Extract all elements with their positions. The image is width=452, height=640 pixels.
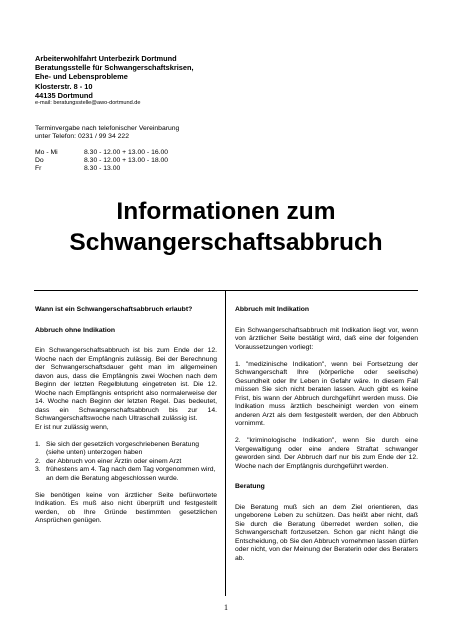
list-number: 2.: [35, 457, 41, 465]
paragraph-no-indication-needed: Sie benötigen keine von ärztlicher Seite befürwortete Indikation. Es muß also nicht überprüft und festgestellt werden, ob Ihre Gründe bestimmten gesetzlichen Ansprüchen genügen.: [35, 491, 217, 524]
counseling-center-name: Beratungsstelle für Schwangerschaftskrisen,: [35, 63, 194, 73]
appointment-info: [35, 125, 179, 141]
list-item: [35, 441, 217, 458]
hours-day: Mo - Mi: [35, 149, 58, 156]
title-line-1: Informationen zum: [116, 198, 336, 225]
title-line-2: Schwangerschaftsabbruch: [69, 229, 383, 256]
right-column: [235, 306, 418, 563]
section-heading-with-indication: Abbruch mit Indikation: [235, 306, 310, 313]
list-text: Sie sich der gesetzlich vorgeschriebenen Beratung (siehe unten) unterzogen haben: [46, 440, 200, 456]
hours-row: [35, 149, 168, 157]
email-address: e-mail: beratungsstelle@awo-dortmund.de: [35, 100, 141, 107]
page-number: 1: [224, 603, 228, 612]
section-heading-counseling: Beratung: [235, 483, 265, 490]
opening-hours: [35, 149, 168, 173]
condition-list: [35, 441, 217, 484]
counseling-center-subtitle: Ehe- und Lebensprobleme: [35, 72, 128, 82]
column-divider: [225, 290, 226, 596]
street-address: Klosterstr. 8 - 10: [35, 81, 93, 91]
phone-line: unter Telefon: 0231 / 99 34 222: [35, 133, 129, 140]
hours-time: 8.30 - 13.00: [84, 165, 121, 172]
left-column: [35, 306, 217, 526]
section-heading-no-indication: Abbruch ohne Indikation: [35, 326, 116, 334]
hours-row: [35, 157, 168, 165]
organization-name: Arbeiterwohlfahrt Unterbezirk Dortmund: [35, 54, 177, 63]
list-number: 1.: [35, 440, 41, 448]
list-number: 3.: [35, 466, 41, 473]
document-title: [0, 196, 452, 258]
paragraph-legal-period: Ein Schwangerschaftsabbruch ist bis zum Ende der 12. Woche nach der Empfängnis zulässig. Bei der Berechnung der Schwangerschaftsdauer geht man im allgemeinen davon aus, dass die Empfängnis zwei Wochen nach dem Beginn der letzten Regelblutung eingetreten ist. Die 12. Woche nach Empfängnis entspricht also normalerweise der 14. Woche nach Beginn der letzten Regel. Das bedeutet, dass ein Schwangerschaftsabbruch bis zur 14. Schwangerschaftswoche nach Ultraschall zulässig ist.: [35, 347, 217, 422]
condition-intro: Er ist nur zulässig wenn,: [35, 423, 109, 431]
paragraph-indication-intro: Ein Schwangerschaftsabbruch mit Indikation liegt vor, wenn von ärztlicher Seite bestätigt wird, daß eine der folgenden Voraussetzungen vorliegt:: [235, 326, 418, 351]
postal-city: 44135 Dortmund: [35, 90, 93, 100]
section-question: Wann ist ein Schwangerschaftsabbruch erlaubt?: [35, 306, 193, 313]
appointment-line: Terminvergabe nach telefonischer Vereinbarung: [35, 125, 180, 132]
hours-time: 8.30 - 12.00 + 13.00 - 18.00: [84, 157, 169, 164]
sender-address-block: [35, 54, 335, 107]
column-top-rule: [34, 290, 418, 291]
hours-time: 8.30 - 12.00 + 13.00 - 16.00: [84, 149, 169, 156]
paragraph-criminological-indication: 2. "kriminologische Indikation", wenn Sie durch eine Vergewaltigung oder eine andere Straftat schwanger geworden sind. Der Abbruch darf nur bis zum Ende der 12. Woche nach der Empfängnis durchgeführt werden.: [235, 437, 418, 470]
hours-day: Fr: [35, 165, 42, 172]
paragraph-counseling: Die Beratung muß sich an dem Ziel orientieren, das ungeborene Leben zu schützen. Das heißt aber nicht, daß Sie durch die Beratung überredet werden sollen, die Schwangerschaft fortzusetzen. Schon gar nicht hängt die Entscheidung, ob Sie den Abbruch vornehmen lassen dürfen oder nicht, von der Meinung der Beraterin oder des Beraters ab.: [235, 503, 418, 562]
list-text: der Abbruch von einer Ärztin oder einem Arzt: [46, 457, 182, 465]
list-item: [35, 458, 217, 467]
hours-day: Do: [35, 157, 44, 164]
list-text: frühestens am 4. Tag nach dem Tag vorgenommen wird, an dem die Beratung abgeschlossen wurde.: [46, 466, 216, 482]
list-item: [35, 466, 217, 483]
hours-row: [35, 165, 168, 173]
paragraph-medical-indication: 1. "medizinische Indikation", wenn bei Fortsetzung der Schwangerschaft Ihre (körperliche oder seelische) Gesundheit oder Ihr Leben in Gefahr wäre. In diesem Fall müssen Sie sich nicht beraten lassen. Auch gibt es keine Frist, bis wann der Abbruch durchgeführt werden muss. Die Indikation muss ärztlich bescheinigt werden von einem anderen Arzt als dem festgestellt werden, der den Abbruch vornimmt.: [235, 360, 418, 427]
